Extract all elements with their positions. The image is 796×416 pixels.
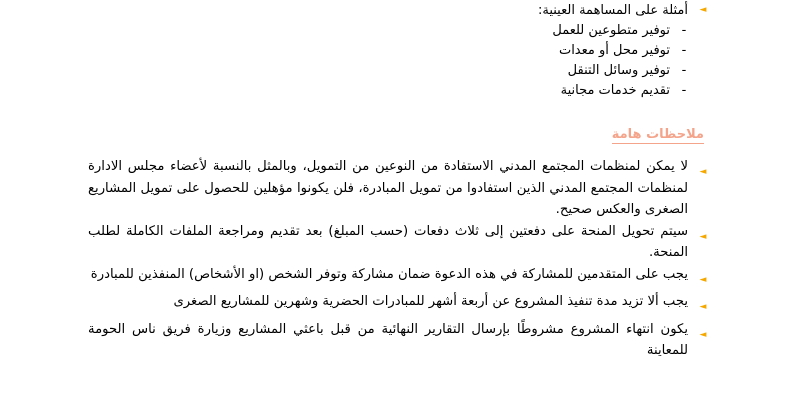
triangle-bullet-icon: ◄ — [699, 167, 707, 177]
triangle-bullet-icon: ◄ — [699, 5, 707, 15]
list-item-text: توفير متطوعين للعمل — [552, 22, 670, 38]
note-text: سيتم تحويل المنحة على دفعتين إلى ثلاث دفعات (حسب المبلغ) بعد تقديم ومراجعة الملفات الكاملة لطلب المنحة. — [88, 223, 688, 260]
triangle-bullet-icon: ◄ — [699, 329, 707, 340]
note-item — [88, 319, 708, 362]
list-item — [428, 60, 708, 80]
notes-list — [88, 156, 708, 362]
list-item-text: توفير محل أو معدات — [558, 42, 670, 58]
dash-bullet-icon: - — [681, 62, 687, 78]
list-item — [428, 20, 708, 40]
note-item — [88, 156, 708, 221]
dash-bullet-icon: - — [681, 42, 687, 58]
triangle-bullet-icon: ◄ — [699, 231, 707, 242]
note-item — [88, 264, 708, 292]
triangle-bullet-icon: ◄ — [699, 302, 707, 312]
list-item-text: تقديم خدمات مجانية — [560, 82, 670, 98]
examples-heading: أمثلة على المساهمة العينية: — [537, 2, 688, 18]
note-item — [88, 291, 708, 319]
list-item — [428, 40, 708, 60]
examples-list — [428, 20, 708, 100]
note-text: يجب ألا تزيد مدة تنفيذ المشروع عن أربعة أشهر للمبادرات الحضرية وشهرين للمشاريع الصغرى — [173, 294, 688, 309]
triangle-bullet-icon: ◄ — [699, 274, 707, 285]
note-text: لا يمكن لمنظمات المجتمع المدني الاستفادة من النوعين من التمويل، وبالمثل بالنسبة لأعضاء مجلس الادارة لمنظمات المجتمع المدني الذين استفادوا من تمويل المبادرة، فلن يكونوا مؤهلين للحصول على تمويل المشاريع الصغرى والعكس صحيح. — [88, 159, 688, 217]
examples-heading-row — [428, 0, 708, 20]
dash-bullet-icon: - — [681, 82, 687, 98]
in-kind-examples — [428, 0, 708, 100]
list-item — [428, 80, 708, 100]
note-item — [88, 221, 708, 264]
note-text: يكون انتهاء المشروع مشروطًا بإرسال التقارير النهائية من قبل باعثي المشاريع وزيارة فريق ناس الحومة للمعاينة — [88, 321, 688, 358]
dash-bullet-icon: - — [681, 22, 687, 38]
notes-title: ملاحظات هامة — [611, 127, 704, 142]
note-text: يجب على المتقدمين للمشاركة في هذه الدعوة ضمان مشاركة وتوفر الشخص (او الأشخاص) المنفذين للمبادرة — [90, 266, 688, 282]
list-item-text: توفير وسائل التنقل — [567, 62, 670, 78]
